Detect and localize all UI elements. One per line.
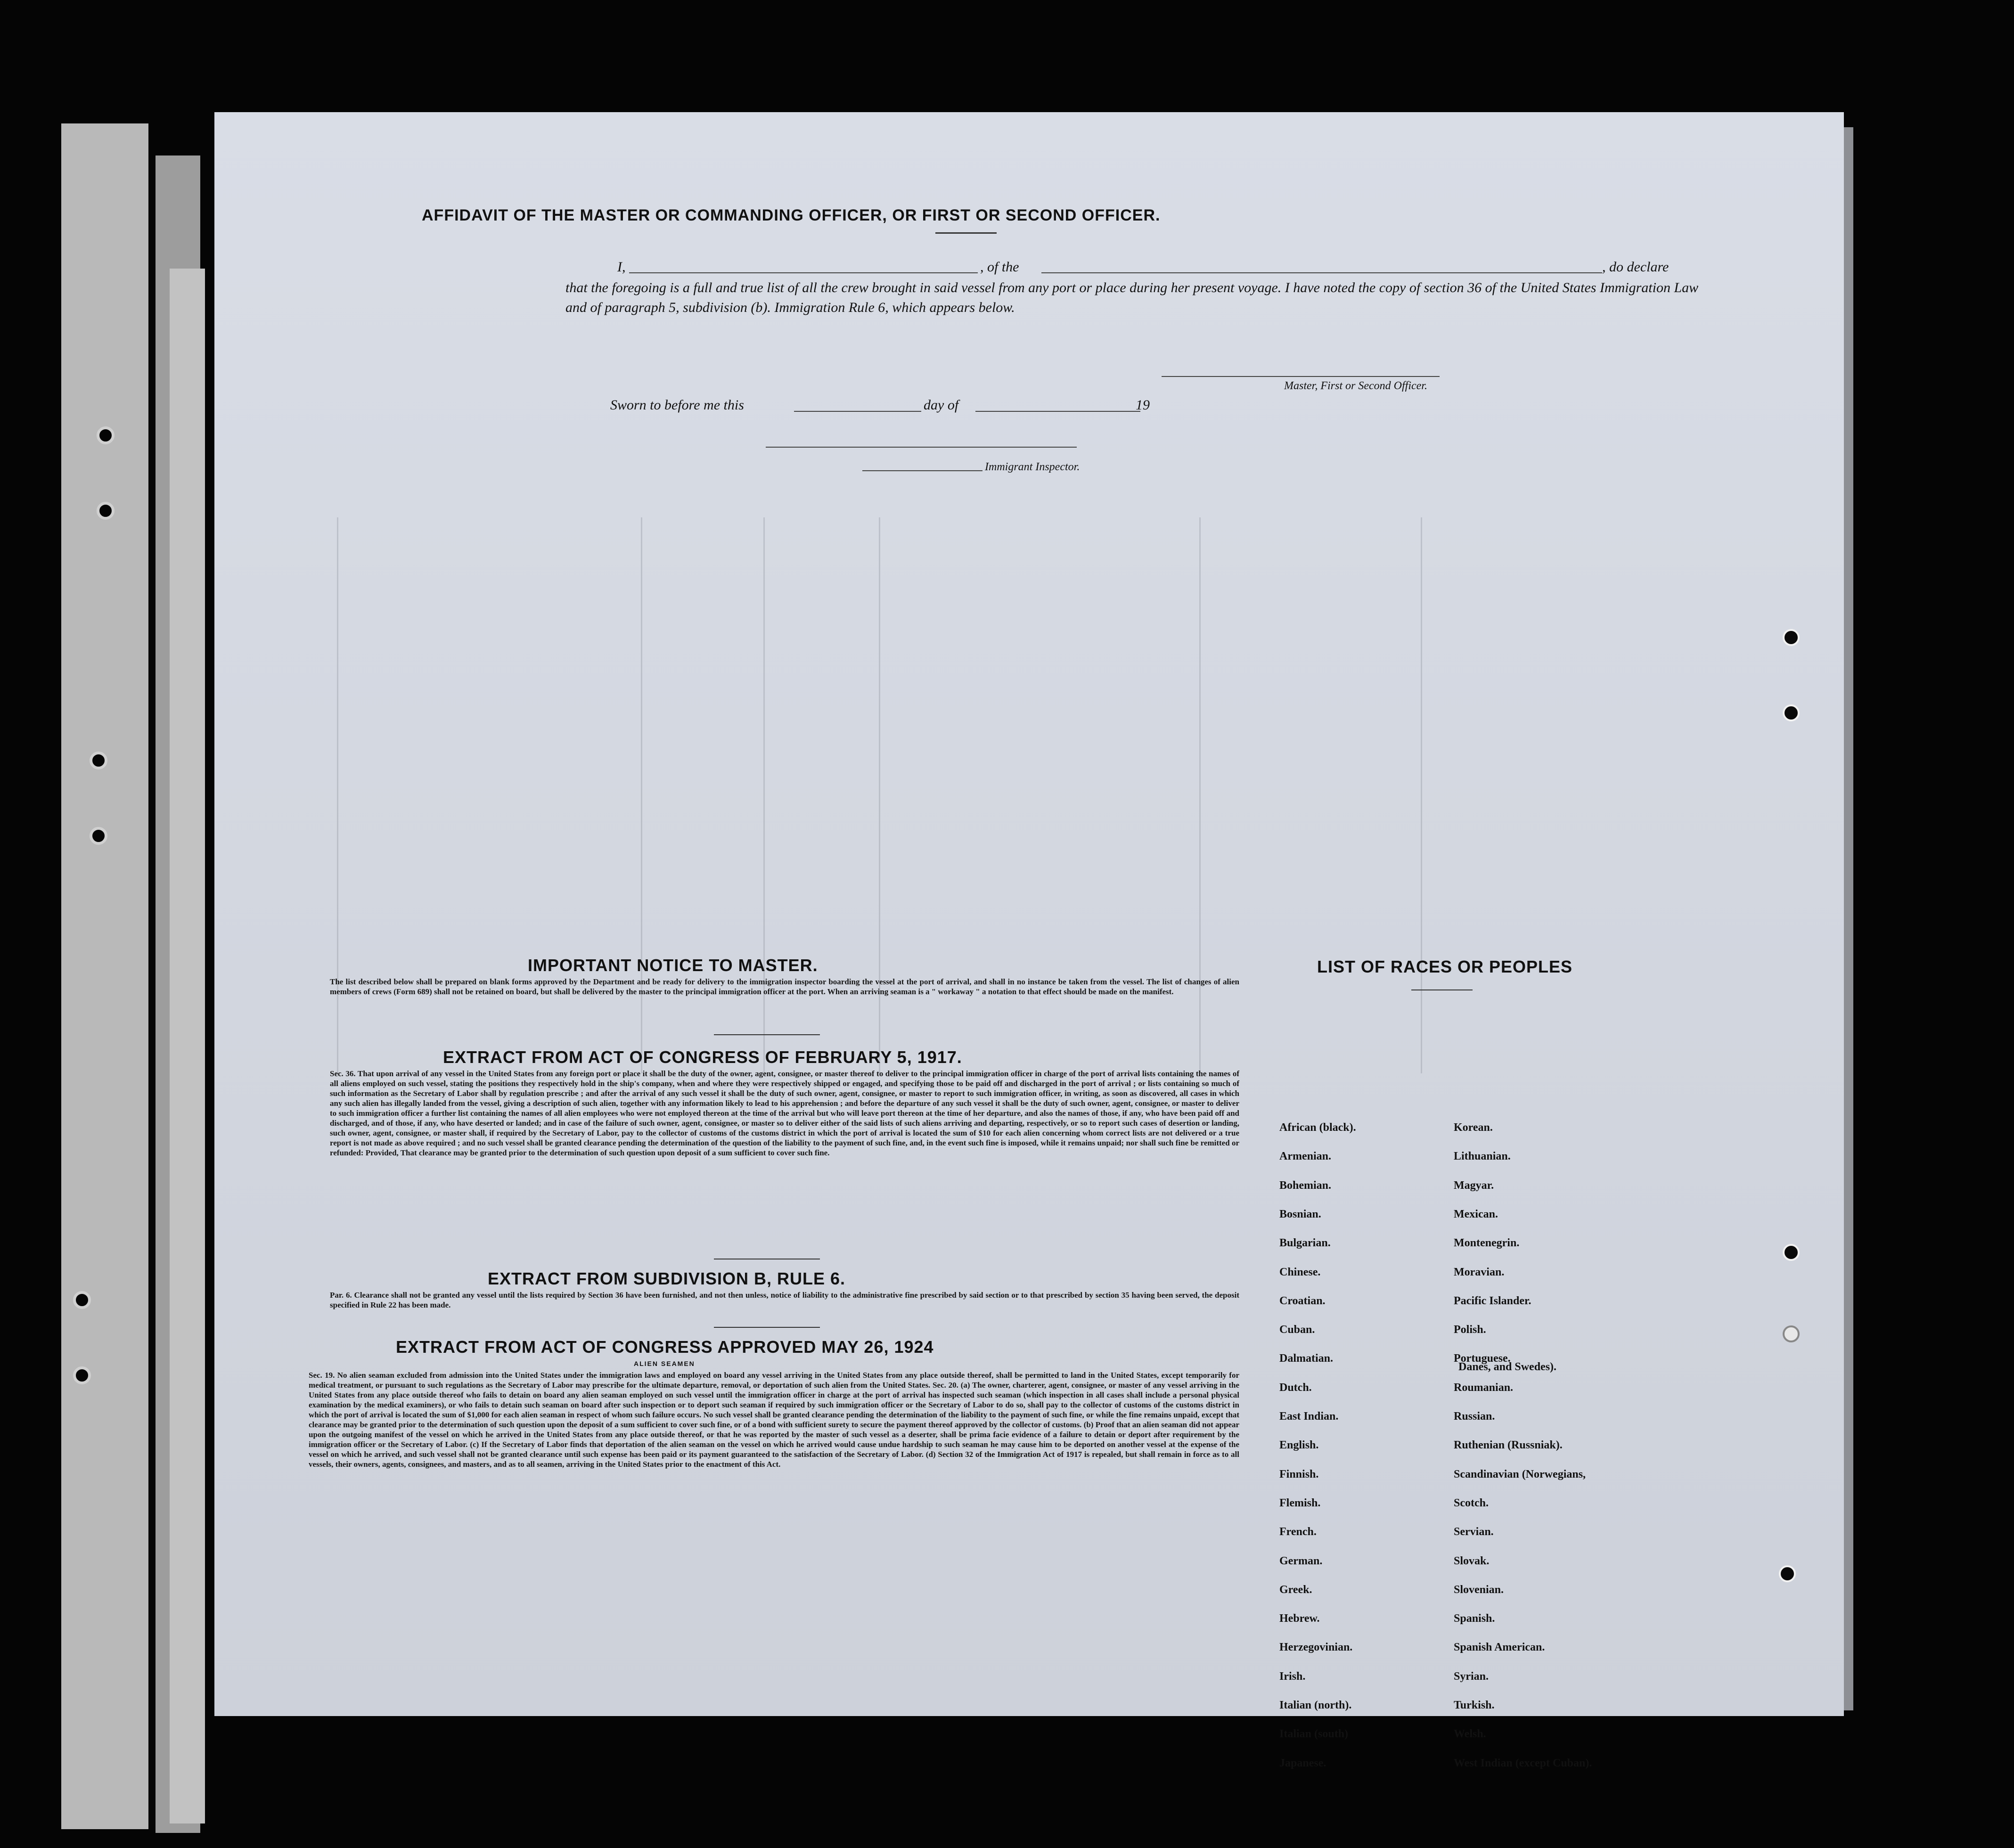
sheet-edge [1844,127,1853,1710]
race-item: Flemish. [1279,1497,1321,1509]
signature-blank [1162,376,1440,377]
document-sheet [214,112,1844,1769]
affidavit-declare: , do declare [1602,259,1669,275]
race-item: Chinese. [1279,1266,1321,1278]
extract-1917-heading: EXTRACT FROM ACT OF CONGRESS OF FEBRUARY 5, 1917. [443,1047,962,1067]
race-item: Hebrew. [1279,1612,1320,1625]
race-item: Herzegovinian. [1279,1641,1353,1653]
race-item: Ruthenian (Russniak). [1454,1439,1563,1451]
affidavit-of-the: , of the [980,259,1019,275]
race-item: Italian (south) [1279,1728,1349,1740]
race-item: Japanese. [1279,1757,1326,1769]
race-item: Korean. [1454,1121,1493,1134]
race-item: Roumanian. [1454,1382,1514,1394]
race-item: Syrian. [1454,1670,1489,1683]
race-item: Croatian. [1279,1295,1326,1307]
race-item: Cuban. [1279,1324,1315,1336]
race-item-continuation: Danes, and Swedes). [1458,1361,1557,1373]
race-item: German. [1279,1555,1323,1567]
adjacent-page-strip-3 [170,269,205,1823]
race-item: Dalmatian. [1279,1352,1333,1365]
race-item: West Indian (except Cuban). [1454,1757,1592,1769]
race-item: African (black). [1279,1121,1356,1134]
signature-caption: Master, First or Second Officer. [1284,380,1427,392]
section-rule [714,1034,820,1035]
race-item: Bulgarian. [1279,1237,1331,1249]
race-item: English. [1279,1439,1319,1451]
binder-hole [90,827,107,845]
race-item: Slovenian. [1454,1584,1504,1596]
punch-hole [1783,629,1800,646]
section-rule [714,1327,820,1328]
extract-1924-text: Sec. 19. No alien seaman excluded from admission into the United States under the immigration laws and employed on board any vessel arriving in the United States from any place outside thereof, shall be permitted to land in the United States, except temporarily for medical treatment, or pursuant to such regulations as the Secretary of Labor may prescribe for the ultimate departure, removal, or deportation of such alien from the United States. Sec. 20. (a) The owner, charterer, agent, consignee, or master of any vessel arriving in the United States from any place outside thereof who fails to detain on board any alien seaman employed on such vessel until the immigration officer in charge at the port of arrival has inspected such seaman (which inspection in all cases shall include a personal physical examination by the medical examiners), or who fails to detain such seaman on board after such inspection or to deport such seaman if required by such immigration officer or the Secretary of Labor to do so, shall pay to the collector of customs of the customs district in which the port of arrival is located the sum of $1,000 for each alien seaman in respect of whom such failure occurs. No such vessel shall be granted clearance pending the determination of the liability to the payment of such fine, or while the fine remains unpaid, except that clearance may be granted prior to the determination of such question upon the deposit of a sum sufficient to cover such fine, or of a bond with sufficient surety to secure the payment thereof approved by the collector of customs. (b) Proof that an alien seaman did not appear upon the outgoing manifest of the vessel on which he arrived in the United States from any place outside thereof, or that he was reported by the master of such vessel as a deserter, shall be prima facie evidence of a failure to detain or deport after requirement by the immigration officer or the Secretary of Labor. (c) If the Secretary of Labor finds that deportation of the alien seaman on the vessel on which he arrived would cause undue hardship to such seaman he may cause him to be deported on another vessel at the expense of the vessel on which he arrived, and such vessel shall not be granted clearance until such expense has been paid or its payment guaranteed to the satisfaction of the Secretary of Labor. (d) Section 32 of the Immigration Act of 1917 is repealed, but shall remain in force as to all vessels, their owners, agents, consignees, and masters, and as to all seamen, arriving in the United States prior to the enactment of this Act. [309,1371,1239,1469]
race-item: Servian. [1454,1526,1494,1538]
binder-hole [73,1366,91,1384]
race-item: Turkish. [1454,1699,1495,1711]
year-text: 19 [1136,397,1150,413]
races-rule [1411,989,1473,990]
heading-rule [935,232,997,234]
punch-hole [1783,704,1800,721]
race-item: Portuguese. [1454,1352,1511,1365]
subdivision-text: Par. 6. Clearance shall not be granted any vessel until the lists required by Section 36 have been furnished, and not then unless, notice of liability to the administrative fine prescribed by said section or to that prescribed by section 35 having been served, the deposit specified in Rule 22 has been made. [330,1291,1239,1309]
notice-text: The list described below shall be prepared on blank forms approved by the Department and be ready for delivery to the immigration inspector boarding the vessel at the port of arrival, and shall in no instance be taken from the vessel. The list of changes of alien members of crews (Form 689) shall not be retained on board, but shall be delivered by the master to the principal immigration officer at the port. When an arriving seaman is a " workaway " a notation to that effect should be made on the manifest. [330,977,1239,996]
race-item: French. [1279,1526,1317,1538]
race-item: Polish. [1454,1324,1486,1336]
races-heading: LIST OF RACES OR PEOPLES [1317,957,1573,976]
race-item: Italian (north). [1279,1699,1352,1711]
race-item: East Indian. [1279,1410,1339,1423]
adjacent-page-strip [61,123,148,1829]
race-item: Armenian. [1279,1150,1331,1162]
extract-1924-subheading: ALIEN SEAMEN [634,1360,695,1367]
punch-hole [1783,1325,1800,1342]
race-item: Slovak. [1454,1555,1490,1567]
race-item: Irish. [1279,1670,1306,1683]
race-item: Bosnian. [1279,1208,1321,1220]
sworn-day-blank [794,411,921,412]
sworn-month-blank [975,411,1140,412]
race-item: Bohemian. [1279,1179,1332,1192]
punch-hole [1783,1244,1800,1261]
race-item: Lithuanian. [1454,1150,1511,1162]
race-item: Magyar. [1454,1179,1494,1192]
binder-hole [73,1291,91,1309]
inspector-line-2 [862,470,982,471]
name-blank [629,272,978,273]
binder-hole [97,502,115,520]
race-item: Moravian. [1454,1266,1505,1278]
sworn-text: Sworn to before me this [610,397,744,413]
race-item: Mexican. [1454,1208,1498,1220]
race-item: Finnish. [1279,1468,1319,1480]
race-item: Greek. [1279,1584,1312,1596]
race-item: Scandinavian (Norwegians, [1454,1468,1586,1480]
race-item: Spanish American. [1454,1641,1545,1653]
race-item: Dutch. [1279,1382,1312,1394]
vessel-blank [1041,272,1602,273]
punch-hole [1779,1565,1796,1582]
extract-1917-text: Sec. 36. That upon arrival of any vessel in the United States from any foreign port or place it shall be the duty of the owner, agent, consignee, or master thereof to deliver to the principal immigration officer in charge of the port of arrival lists containing the names of all aliens employed on such vessel, stating the positions they respectively hold in the ship's company, when and where they were respectively shipped or engaged, and specifying those to be paid off and discharged in the port of arrival ; or lists containing so much of such information as the Secretary of Labor shall by regulation prescribe ; and after the arrival of any such vessel it shall be the duty of such owner, agent, consignee, or master to report to such immigration officer, in writing, as soon as discovered, all cases in which any such alien has illegally landed from the vessel, giving a description of such alien, together with any information likely to lead to his apprehension ; and before the departure of any such vessel it shall be the duty of such owner, agent, consignee, or master to deliver to such immigration officer a further list containing the names of all alien employees who were not employed thereon at the time of the arrival but who will leave port thereon at the time of her departure, and also the names of those, if any, who have been paid off and discharged, and of those, if any, who have deserted or landed; and in case of the failure of such owner, agent, consignee, or master so to deliver either of the said lists of such aliens arriving and departing, respectively, or so to report such cases of desertion or landing, such owner, agent, consignee, or master shall, if required by the Secretary of Labor, pay to the collector of customs of the customs district in which the port of arrival is located the sum of $10 for each alien concerning whom correct lists are not delivered or a true report is not made as above required ; and no such vessel shall be granted clearance pending the determination of the question of the liability to the payment of such fine, and, in the event such fine is imposed, while it remains unpaid; nor shall such fine be remitted or refunded: Provided, That clearance may be granted prior to the determination of such question upon deposit of a sum sufficient to cover such fine. [330,1069,1239,1157]
inspector-line-1 [766,447,1077,448]
day-of-text: day of [924,397,959,413]
inspector-caption: Immigrant Inspector. [985,461,1080,473]
race-item: Welsh. [1454,1728,1486,1740]
race-item: Spanish. [1454,1612,1495,1625]
binder-hole [90,752,107,769]
race-item: Pacific Islander. [1454,1295,1531,1307]
binder-hole [97,426,115,444]
extract-1924-heading: EXTRACT FROM ACT OF CONGRESS APPROVED MAY 26, 1924 [396,1337,934,1357]
race-item: Montenegrin. [1454,1237,1520,1249]
race-item: Scotch. [1454,1497,1489,1509]
subdivision-heading: EXTRACT FROM SUBDIVISION B, RULE 6. [488,1269,846,1288]
notice-heading: IMPORTANT NOTICE TO MASTER. [528,956,818,975]
affidavit-i: I, [617,259,626,275]
race-item: Russian. [1454,1410,1495,1423]
affidavit-body: that the foregoing is a full and true list of all the crew brought in said vessel from any port or place during her present voyage. I have noted the copy of section 36 of the United States Immigration Law and of paragraph 5, subdivision (b). Immigration Rule 6, which appears below. [565,280,1699,315]
affidavit-heading: AFFIDAVIT OF THE MASTER OR COMMANDING OFFICER, OR FIRST OR SECOND OFFICER. [422,206,1161,224]
